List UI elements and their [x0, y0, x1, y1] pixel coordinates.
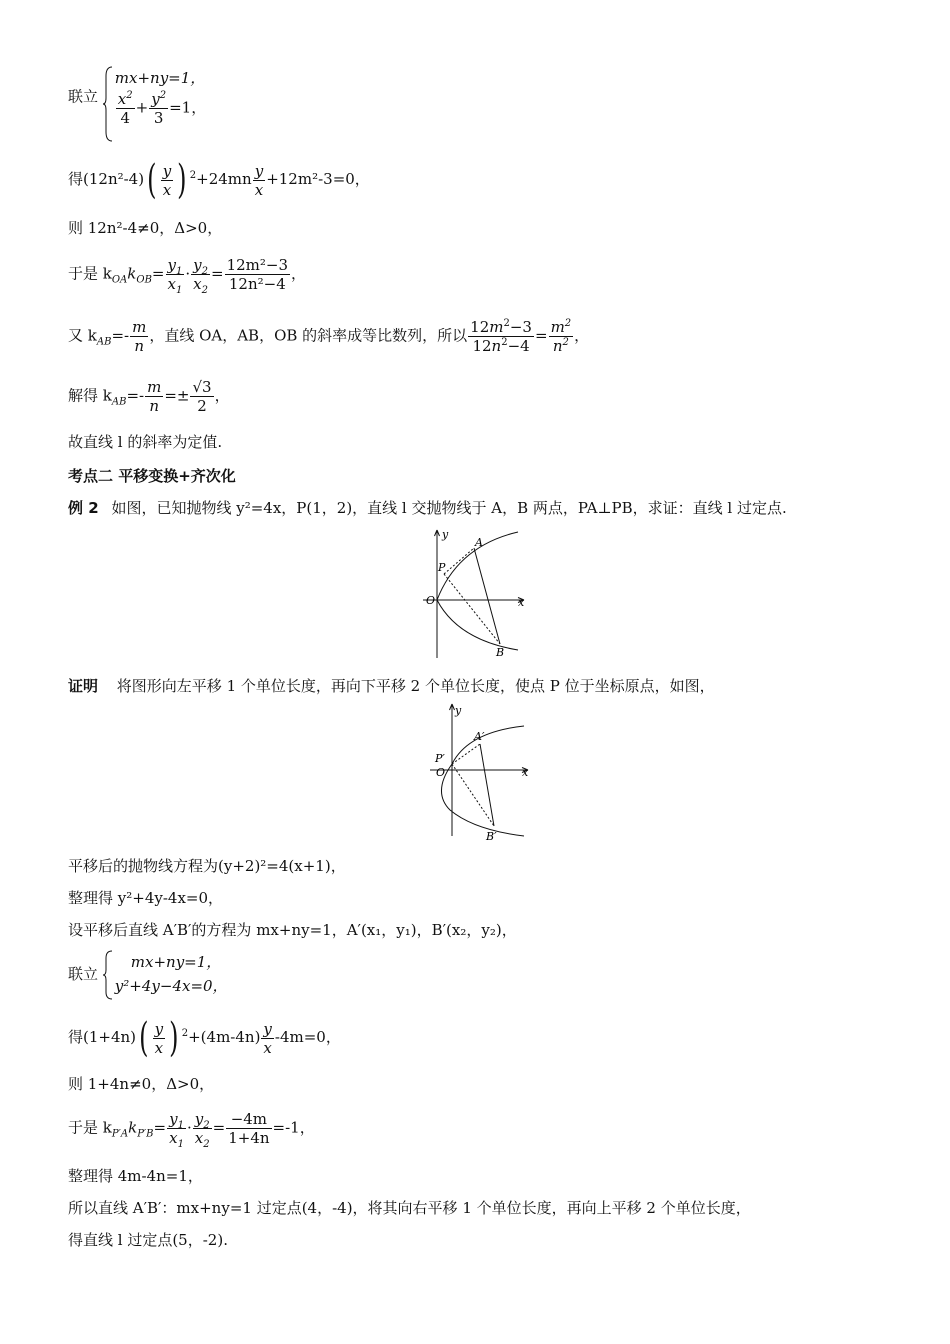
segment-PA	[444, 548, 474, 574]
system-eq-2: y²+4y−4x=0，	[114, 977, 228, 995]
figure-1-parabola	[418, 528, 528, 660]
example-text: 如图，已知抛物线 y²=4x，P(1，2)，直线 l 交抛物线于 A，B 两点，PA⊥PB，求证：直线 l 过定点.	[111, 499, 787, 517]
label-P-prime: P′	[435, 752, 445, 765]
section-title: 考点二 平移变换+齐次化	[68, 467, 236, 485]
label-x: x	[522, 766, 529, 779]
label-A-prime: A′	[474, 730, 485, 743]
system-eq-2: $\frac{x^2}{4}$ + $\frac{y^2}{3}$ =1，	[117, 90, 207, 127]
line-assumption: 设平移后直线 A′B′的方程为 mx+ny=1，A′(x₁，y₁)，B′(x₂，y₂)，	[68, 921, 517, 939]
label-P: P	[438, 561, 446, 574]
system-equations-1	[68, 66, 206, 127]
proof-label: 证明	[68, 677, 99, 695]
slope-product-line: 于是 $k_{P'A}k_{P'B}=$ $\frac{y_1}{x_1}$ · $\frac{y_2}{x_2}$ = $\frac{-4m}{1+4n}$ =-1，	[68, 1110, 315, 1150]
translated-equation: 平移后的抛物线方程为(y+2)²=4(x+1)，	[68, 857, 346, 875]
conclusion-line: 故直线 l 的斜率为定值.	[68, 433, 223, 451]
example-2	[68, 498, 787, 518]
proof-text: 将图形向左平移 1 个单位长度，再向下平移 2 个单位长度，使点 P 位于坐标原点，如图，	[116, 677, 715, 695]
proof-line	[68, 676, 715, 696]
system-eq-1: mx+ny=1，	[130, 953, 222, 971]
final-conclusion: 得直线 l 过定点(5，-2).	[68, 1231, 228, 1249]
equation-system	[103, 66, 206, 127]
label-A: A	[475, 536, 483, 549]
joint-label: 联立	[68, 965, 99, 983]
equation-line-2: 得(12n²-4)( $\frac{y}{x}$ ) $^2$+24mn $\frac{y}{x}$ +12m²-3=0，	[68, 157, 370, 203]
example-label: 例 2	[68, 499, 99, 517]
joint-label: 联立	[68, 87, 99, 106]
system-eq-1: mx+ny=1，	[114, 69, 206, 87]
fixed-point-line: 所以直线 A′B′：mx+ny=1 过定点(4，-4)，将其向右平移 1 个单位长度，再向上平移 2 个单位长度，	[68, 1199, 751, 1217]
parabola-curve	[437, 532, 518, 650]
label-B-prime: B′	[486, 830, 497, 843]
label-y: y	[455, 704, 462, 717]
equation-line-6: 解得 $k_{AB}=-$ $\frac{m}{n}$ =± $\frac{√3}{2}$ ，	[68, 378, 230, 415]
equation-system	[103, 950, 228, 998]
simplified-relation: 整理得 4m-4n=1，	[68, 1167, 203, 1185]
system-equations-2	[68, 950, 228, 998]
segment-PB	[444, 574, 500, 644]
equation-line-3: 则 12n²-4≠0，Δ>0，	[68, 219, 223, 237]
brace-icon	[103, 66, 113, 142]
simplified-equation: 整理得 y²+4y-4x=0，	[68, 889, 224, 907]
brace-icon	[103, 950, 113, 1000]
equation-line-4: 于是 $k_{OA}k_{OB}=$ $\frac{y_1}{x_1}$ · $\frac{y_2}{x_2}$ = $\frac{\text{12m²−3}}{\text{12n²−4}}$ ，	[68, 256, 307, 296]
discriminant-line: 则 1+4n≠0，Δ>0，	[68, 1075, 215, 1093]
homogenized-equation: 得(1+4n)( $\frac{y}{x}$ ) $^2$+(4m-4n) $\frac{y}{x}$ -4m=0，	[68, 1015, 341, 1061]
line-AB	[480, 744, 494, 826]
label-y: y	[442, 528, 449, 541]
figure-2-shifted-parabola	[424, 702, 534, 844]
label-B: B	[496, 646, 505, 659]
segment-PB	[452, 764, 494, 826]
label-x: x	[518, 596, 525, 609]
label-O: O	[436, 766, 446, 779]
label-O: O	[426, 594, 436, 607]
line-l	[474, 548, 500, 644]
equation-line-5: 又 $k_{AB}=-$ $\frac{m}{n}$ ，直线 OA，AB，OB 的斜率成等比数列，所以 $\frac{12m^2-3}{12n^2-4}$ = $\frac{m^2}{n^2}$ ，	[68, 318, 590, 355]
